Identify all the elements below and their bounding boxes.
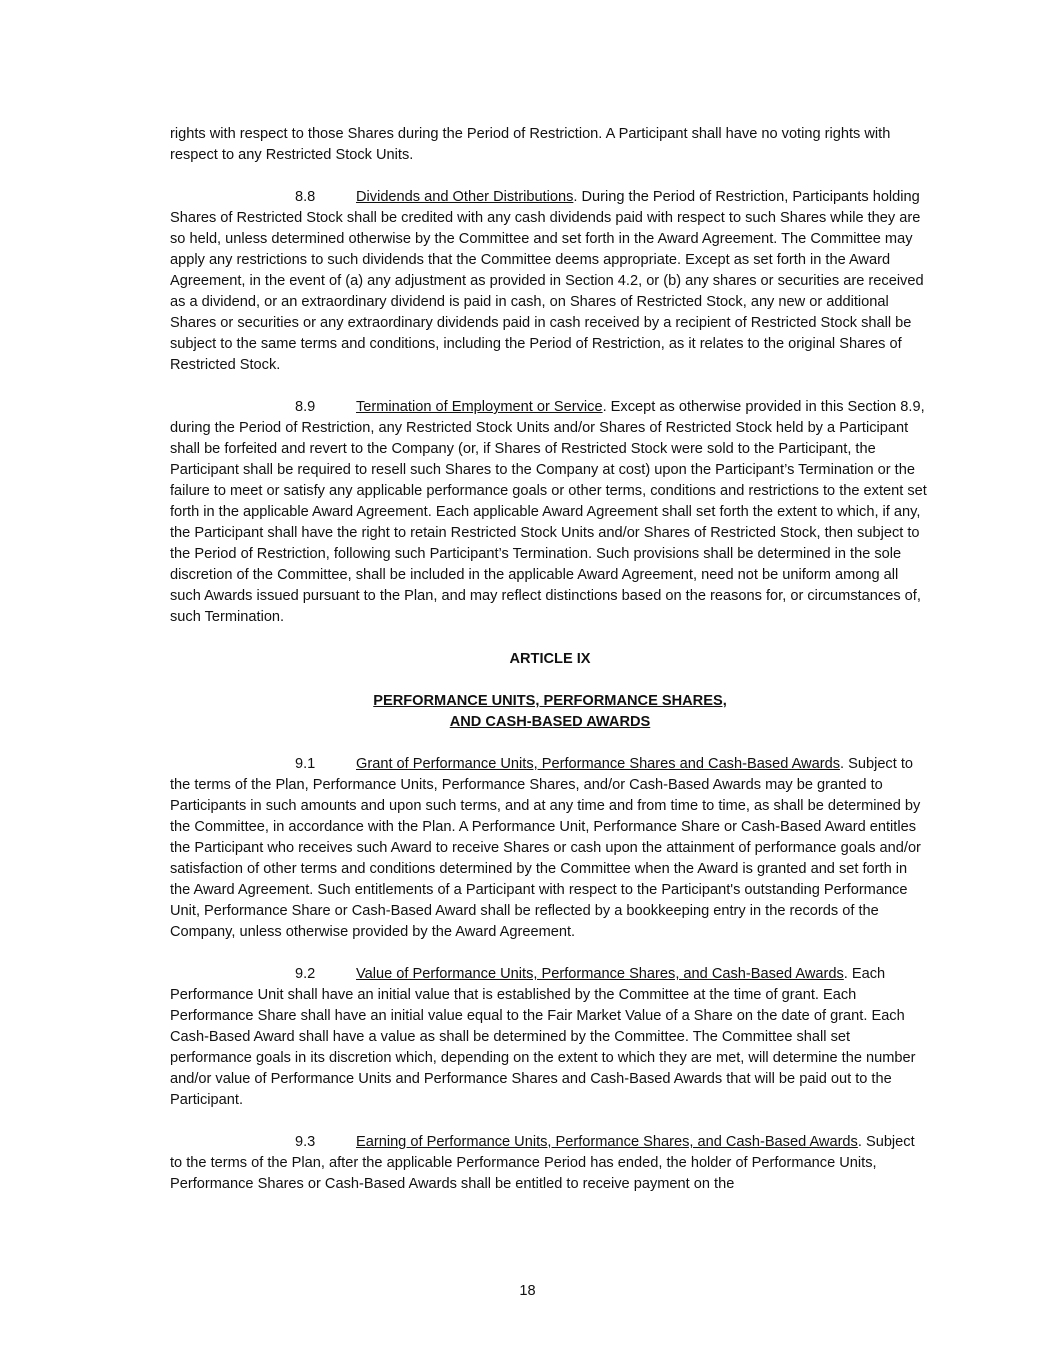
section-9-3 [170, 1132, 930, 1195]
section-heading: Grant of Performance Units, Performance Shares and Cash-Based Awards [356, 756, 840, 772]
section-number: 8.8 [295, 189, 316, 205]
article-title [170, 691, 930, 733]
section-number: 9.3 [295, 1134, 316, 1150]
section-8-8 [170, 187, 930, 376]
section-body: . Subject to the terms of the Plan, Performance Units, Performance Shares, and/or Cash-Based Awards may be granted to Participants in such amounts and upon such terms, and at any time and from time to time, as shall be determined by the Committee, in accordance with the Plan. A Performance Unit, Performance Share or Cash-Based Award entitles the Participant who receives such Award to receive Shares or cash upon the attainment of performance goals and/or satisfaction of other terms and conditions determined by the Committee when the Award is granted and set forth in the Award Agreement. Such entitlements of a Participant with respect to the Participant's outstanding Performance Unit, Performance Share or Cash-Based Award shall be reflected by a bookkeeping entry in the records of the Company, unless otherwise provided by the Award Agreement. [170, 756, 921, 940]
section-9-1 [170, 754, 930, 943]
section-number: 9.1 [295, 756, 316, 772]
section-number: 9.2 [295, 966, 316, 982]
document-page [170, 124, 930, 1216]
section-heading: Dividends and Other Distributions [356, 189, 574, 205]
article-label: ARTICLE IX [509, 651, 591, 667]
section-9-2 [170, 964, 930, 1111]
page-number: 18 [519, 1283, 536, 1299]
section-body: . Subject to the terms of the Plan, after the applicable Performance Period has ended, the holder of Performance Units, Performance Shares or Cash-Based Awards shall be entitled to receive payment on the [170, 1134, 915, 1192]
section-heading: Earning of Performance Units, Performance Shares, and Cash-Based Awards [356, 1134, 858, 1150]
section-body: . Except as otherwise provided in this Section 8.9, during the Period of Restriction, any Restricted Stock Units and/or Shares of Restricted Stock held by a Participant shall be forfeited and revert to the Company (or, if Shares of Restricted Stock were sold to the Participant, the Participant shall be required to resell such Shares to the Company at cost) upon the Participant’s Termination or the failure to meet or satisfy any applicable performance goals or other terms, conditions and restrictions to the extent set forth in the applicable Award Agreement. Each applicable Award Agreement shall set forth the extent to which, if any, the Participant shall have the right to retain Restricted Stock Units and/or Shares of Restricted Stock, then subject to the Period of Restriction, following such Participant’s Termination. Such provisions shall be determined in the sole discretion of the Committee, shall be included in the applicable Award Agreement, need not be uniform among all such Awards issued pursuant to the Plan, and may reflect distinctions based on the reasons for, or circumstances of, such Termination. [170, 399, 927, 625]
article-title-line-2: AND CASH-BASED AWARDS [449, 714, 651, 730]
section-heading: Value of Performance Units, Performance Shares, and Cash-Based Awards [356, 966, 844, 982]
section-number: 8.9 [295, 399, 316, 415]
section-body: . During the Period of Restriction, Participants holding Shares of Restricted Stock shall be credited with any cash dividends paid with respect to such Shares while they are so held, unless determined otherwise by the Committee and set forth in the Award Agreement. The Committee may apply any restrictions to such dividends that the Committee deems appropriate. Except as set forth in the Award Agreement, in the event of (a) any adjustment as provided in Section 4.2, or (b) any shares or securities are received as a dividend, or an extraordinary dividend is paid in cash, on Shares of Restricted Stock, any new or additional Shares or securities or any extraordinary dividends paid in cash received by a recipient of Restricted Stock shall be subject to the same terms and conditions, including the Period of Restriction, as it relates to the original Shares of Restricted Stock. [170, 189, 924, 373]
section-8-9 [170, 397, 930, 628]
article-title-line-1: PERFORMANCE UNITS, PERFORMANCE SHARES, [373, 693, 727, 709]
continuation-paragraph: rights with respect to those Shares during the Period of Restriction. A Participant shall have no voting rights with respect to any Restricted Stock Units. [170, 126, 891, 163]
section-heading: Termination of Employment or Service [356, 399, 603, 415]
section-body: . Each Performance Unit shall have an initial value that is established by the Committee at the time of grant. Each Performance Share shall have an initial value equal to the Fair Market Value of a Share on the date of grant. Each Cash-Based Award shall have a value as shall be determined by the Committee. The Committee shall set performance goals in its discretion which, depending on the extent to which they are met, will determine the number and/or value of Performance Units and Performance Shares and Cash-Based Awards that will be paid out to the Participant. [170, 966, 916, 1108]
